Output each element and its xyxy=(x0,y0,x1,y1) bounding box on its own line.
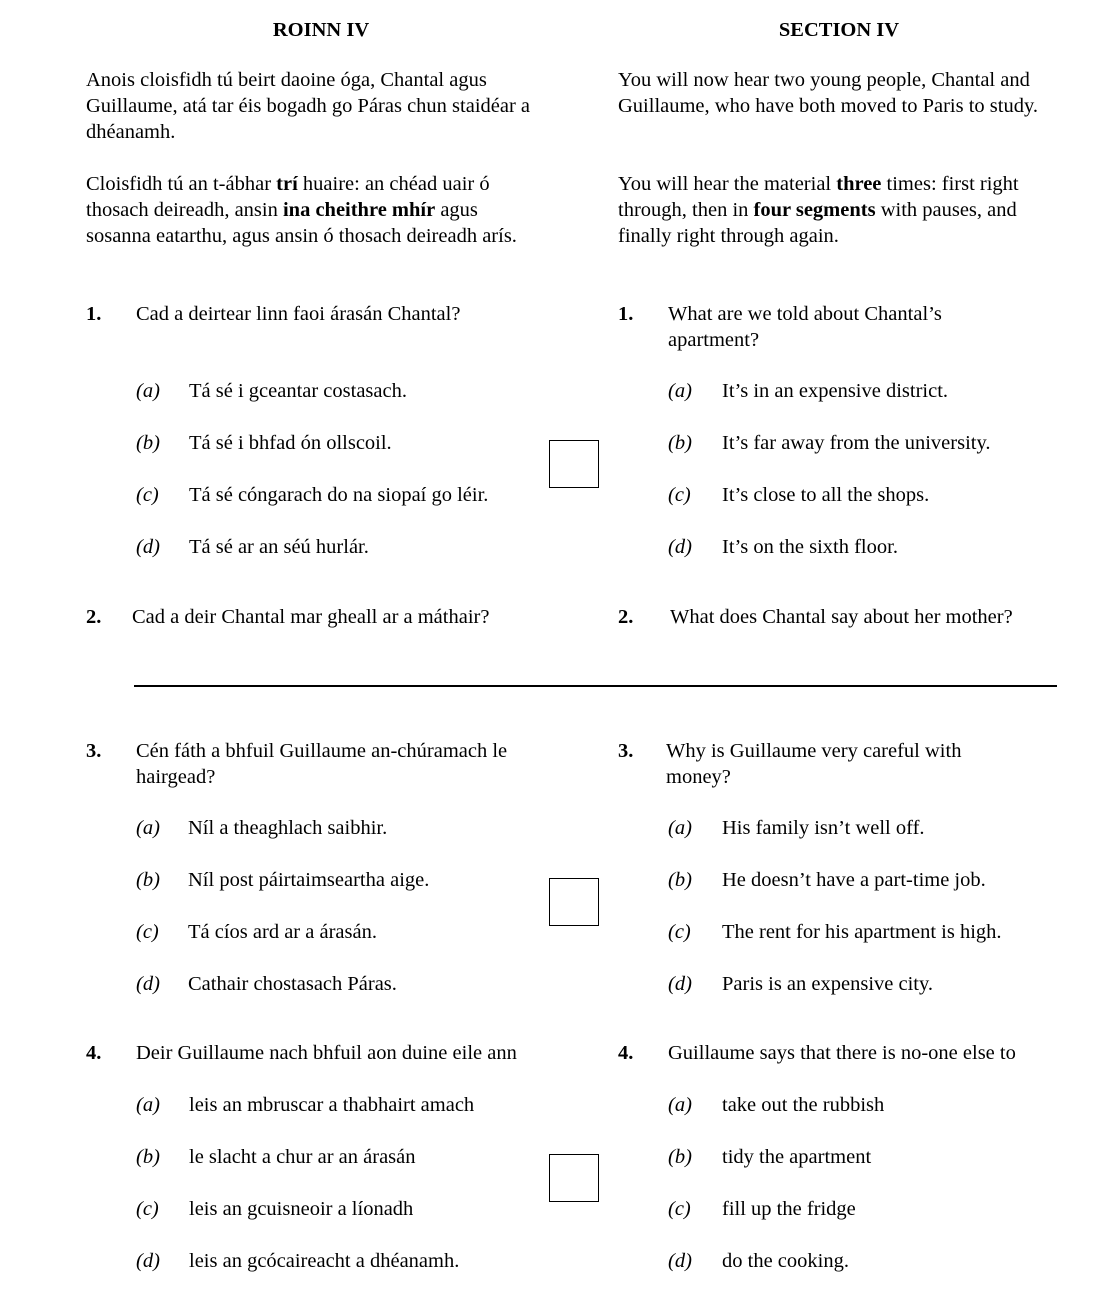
instr-text: huaire: an chéad uair ó thosach deireadh, ansin xyxy=(86,173,490,221)
q4-option-a-letter-en: (a) xyxy=(668,1094,692,1116)
q1-option-a-en: It’s in an expensive district. xyxy=(722,380,949,402)
q3-option-d-en: Paris is an expensive city. xyxy=(722,973,934,995)
q4-option-c-en: fill up the fridge xyxy=(722,1198,856,1220)
q1-option-b-ga: Tá sé i bhfad ón ollscoil. xyxy=(189,432,392,454)
q4-option-b-letter-en: (b) xyxy=(668,1146,692,1168)
question-4-number: 4. xyxy=(86,1042,102,1064)
q3-option-a-ga: Níl a theaghlach saibhir. xyxy=(188,817,388,839)
q3-answer-box[interactable] xyxy=(549,878,599,926)
q3-option-b-letter-en: (b) xyxy=(668,869,692,891)
q4-option-b-letter: (b) xyxy=(136,1146,160,1168)
question-3-number: 3. xyxy=(86,740,102,762)
q3-option-c-letter: (c) xyxy=(136,921,159,943)
q1-option-c-ga: Tá sé cóngarach do na siopaí go léir. xyxy=(189,484,489,506)
q4-option-b-ga: le slacht a chur ar an árasán xyxy=(189,1146,416,1168)
instr-text: You will hear the material xyxy=(618,173,837,195)
question-3-number-en: 3. xyxy=(618,740,634,762)
question-1-text-ga: Cad a deirtear linn faoi árasán Chantal? xyxy=(136,303,461,325)
q1-option-a-letter-en: (a) xyxy=(668,380,692,402)
q4-option-c-ga: leis an gcuisneoir a líonadh xyxy=(189,1198,414,1220)
q3-option-b-en: He doesn’t have a part-time job. xyxy=(722,869,986,891)
q3-option-d-letter: (d) xyxy=(136,973,160,995)
q1-option-c-letter-en: (c) xyxy=(668,484,691,506)
english-intro: You will now hear two young people, Chantal and Guillaume, who have both moved to Paris to study. xyxy=(618,69,1039,117)
q1-option-b-letter-en: (b) xyxy=(668,432,692,454)
q1-option-c-letter: (c) xyxy=(136,484,159,506)
q1-option-d-letter: (d) xyxy=(136,536,160,558)
question-1-number: 1. xyxy=(86,303,102,325)
question-1-text-en: What are we told about Chantal’s apartment? xyxy=(668,303,942,351)
question-4-number-en: 4. xyxy=(618,1042,634,1064)
q4-option-a-en: take out the rubbish xyxy=(722,1094,885,1116)
instr-bold-segments: four segments xyxy=(753,199,876,221)
q4-option-d-letter: (d) xyxy=(136,1250,160,1272)
question-1-number-en: 1. xyxy=(618,303,634,325)
q3-option-b-letter: (b) xyxy=(136,869,160,891)
instr-text: times: first right through, then in xyxy=(618,173,1019,221)
irish-intro: Anois cloisfidh tú beirt daoine óga, Chantal agus Guillaume, atá tar éis bogadh go Páras chun staidéar a dhéanamh. xyxy=(86,69,531,143)
instr-text: with pauses, and finally right through again. xyxy=(618,199,1017,247)
q1-option-d-en: It’s on the sixth floor. xyxy=(722,536,898,558)
english-instructions xyxy=(618,171,1038,249)
question-3-text-ga: Cén fáth a bhfuil Guillaume an-chúramach le hairgead? xyxy=(136,740,508,788)
english-section-heading: SECTION IV xyxy=(778,19,900,41)
q4-option-b-en: tidy the apartment xyxy=(722,1146,872,1168)
q1-option-d-ga: Tá sé ar an séú hurlár. xyxy=(189,536,369,558)
question-2-number-en: 2. xyxy=(618,606,634,628)
q4-option-a-letter: (a) xyxy=(136,1094,160,1116)
q3-option-b-ga: Níl post páirtaimseartha aige. xyxy=(188,869,430,891)
instr-bold-times: three xyxy=(836,173,882,195)
q1-option-d-letter-en: (d) xyxy=(668,536,692,558)
q4-option-d-en: do the cooking. xyxy=(722,1250,849,1272)
q4-option-a-ga: leis an mbruscar a thabhairt amach xyxy=(189,1094,475,1116)
question-3-text-en: Why is Guillaume very careful with money? xyxy=(666,740,962,788)
instr-bold-segments: ina cheithre mhír xyxy=(282,199,436,221)
q2-answer-line[interactable] xyxy=(134,685,1057,687)
q4-answer-box[interactable] xyxy=(549,1154,599,1202)
q4-option-d-ga: leis an gcócaireacht a dhéanamh. xyxy=(189,1250,460,1272)
question-2-text-en: What does Chantal say about her mother? xyxy=(670,606,1013,628)
question-4-text-en: Guillaume says that there is no-one else to xyxy=(668,1042,1016,1064)
q1-option-a-ga: Tá sé i gceantar costasach. xyxy=(189,380,407,402)
question-4-text-ga: Deir Guillaume nach bhfuil aon duine eile ann xyxy=(136,1042,517,1064)
q1-option-b-letter: (b) xyxy=(136,432,160,454)
q1-option-c-en: It’s close to all the shops. xyxy=(722,484,930,506)
q3-option-d-letter-en: (d) xyxy=(668,973,692,995)
q3-option-a-letter: (a) xyxy=(136,817,160,839)
q4-option-d-letter-en: (d) xyxy=(668,1250,692,1272)
q3-option-a-en: His family isn’t well off. xyxy=(722,817,925,839)
q3-option-c-ga: Tá cíos ard ar a árasán. xyxy=(188,921,377,943)
q3-option-c-en: The rent for his apartment is high. xyxy=(722,921,1002,943)
irish-instructions xyxy=(86,171,546,249)
question-2-text-ga: Cad a deir Chantal mar gheall ar a máthair? xyxy=(132,606,490,628)
instr-text: agus sosanna eatarthu, agus ansin ó thosach deireadh arís. xyxy=(86,199,517,247)
irish-section-heading: ROINN IV xyxy=(272,19,370,41)
q4-option-c-letter: (c) xyxy=(136,1198,159,1220)
instr-text: Cloisfidh tú an t-ábhar xyxy=(86,173,277,195)
q1-option-a-letter: (a) xyxy=(136,380,160,402)
q3-option-c-letter-en: (c) xyxy=(668,921,691,943)
q3-option-d-ga: Cathair chostasach Páras. xyxy=(188,973,397,995)
q4-option-c-letter-en: (c) xyxy=(668,1198,691,1220)
q1-option-b-en: It’s far away from the university. xyxy=(722,432,991,454)
q1-answer-box[interactable] xyxy=(549,440,599,488)
question-2-number: 2. xyxy=(86,606,102,628)
q3-option-a-letter-en: (a) xyxy=(668,817,692,839)
instr-bold-times: trí xyxy=(276,173,298,195)
